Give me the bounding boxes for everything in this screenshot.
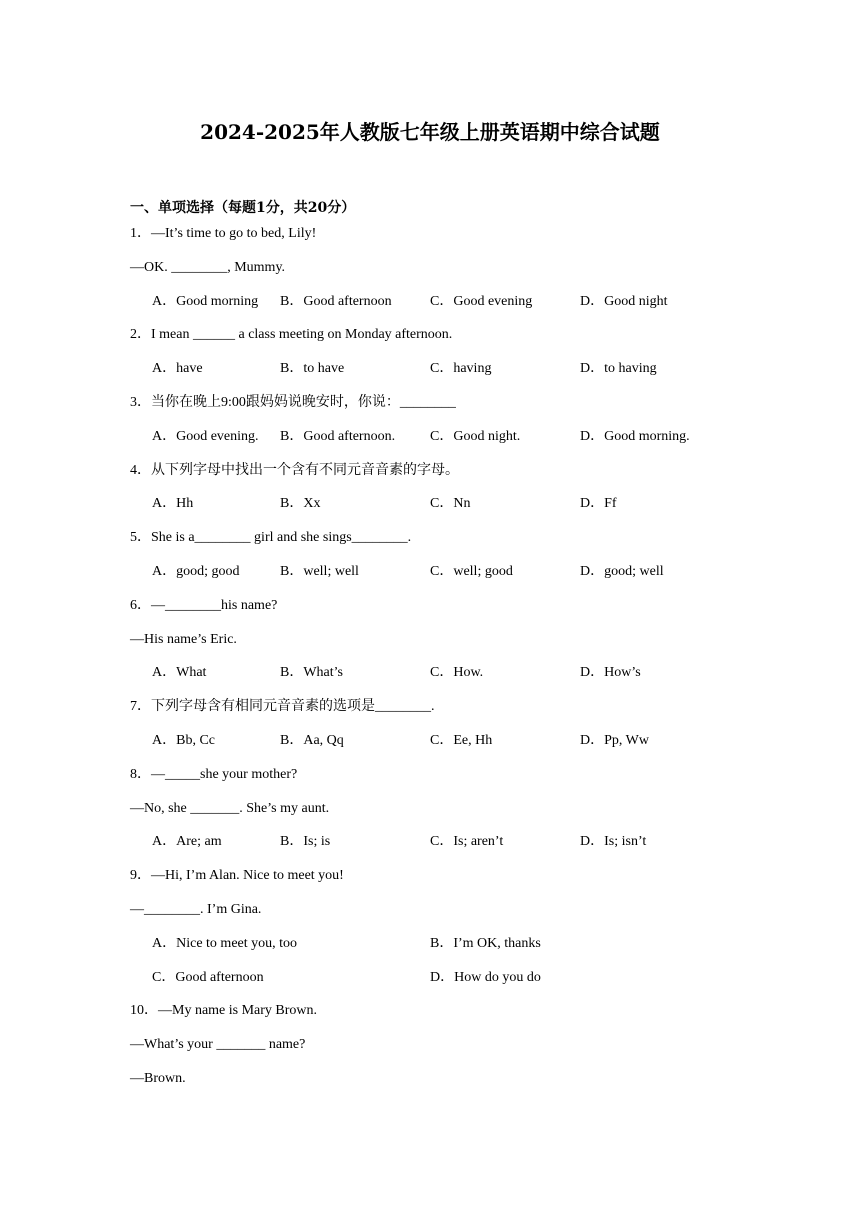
answer-option: D．to having [580,361,657,377]
answer-option: D．good; well [580,564,664,579]
question-stem: 9．—Hi, I’m Alan. Nice to meet you! [130,868,344,884]
answer-option: B．Is; is [280,834,331,850]
question-line: —His name’s Eric. [130,631,237,647]
question-line: —Brown. [130,1071,186,1086]
answer-option: D．How’s [580,665,641,681]
answer-option: A．Bb, Cc [152,733,215,748]
answer-option: B．Xx [280,496,321,512]
question-line: —What’s your _______ name? [130,1037,306,1053]
answer-option: D．Pp, Ww [580,733,649,748]
answer-option: A．Good morning [152,293,259,309]
answer-option: A．Are; am [152,834,222,850]
answer-option: C．Ee, Hh [430,733,493,748]
section-heading: 一、单项选择（每题1分，共20分） [130,200,356,216]
answer-option: C．How. [430,665,484,681]
answer-option: B．Good afternoon [280,293,392,309]
answer-option: A．have [152,361,203,377]
question-stem: 4．从下列字母中找出一个含有不同元音音素的字母。 [130,462,459,478]
question-stem: 8．—_____she your mother? [130,766,298,782]
answer-option: D．How do you do [430,969,541,985]
answer-option: A．Nice to meet you, too [152,935,298,951]
answer-option: A．Hh [152,496,194,512]
answer-option: D．Good morning. [580,428,690,444]
question-line: —No, she _______. She’s my aunt. [130,800,330,816]
answer-option: D．Ff [580,496,617,512]
question-stem: 10．—My name is Mary Brown. [130,1003,318,1019]
answer-option: B．Aa, Qq [280,733,344,748]
answer-option: A．good; good [152,564,240,579]
answer-option: C．Good evening [430,293,533,309]
answer-option: C．well; good [430,564,513,579]
answer-option: C．Good afternoon [152,969,264,985]
answer-option: B．to have [280,361,345,377]
answer-option: C．Good night. [430,428,521,444]
question-stem: 2．I mean ______ a class meeting on Monday afternoon. [130,327,453,343]
question-stem: 1．—It’s time to go to bed, Lily! [130,226,317,241]
answer-option: D．Good night [580,293,668,309]
question-stem: 3．当你在晚上9:00跟妈妈说晚安时，你说：________ [130,395,456,410]
page-title: 2024-2025年人教版七年级上册英语期中综合试题 [200,120,660,144]
answer-option: A．Good evening. [152,428,259,444]
answer-option: D．Is; isn’t [580,834,647,850]
answer-option: A．What [152,665,207,681]
question-line: —________. I’m Gina. [130,902,262,917]
question-line: —OK. ________, Mummy. [130,259,286,275]
question-stem: 7．下列字母含有相同元音音素的选项是________. [130,699,435,715]
answer-option: B．Good afternoon. [280,428,396,444]
answer-option: B．well; well [280,564,359,579]
answer-option: C．having [430,361,492,377]
answer-option: C．Nn [430,496,471,512]
question-stem: 6．—________his name? [130,597,278,613]
answer-option: B．What’s [280,665,343,681]
answer-option: B．I’m OK, thanks [430,935,541,951]
question-stem: 5．She is a________ girl and she sings________. [130,530,412,546]
answer-option: C．Is; aren’t [430,834,504,850]
